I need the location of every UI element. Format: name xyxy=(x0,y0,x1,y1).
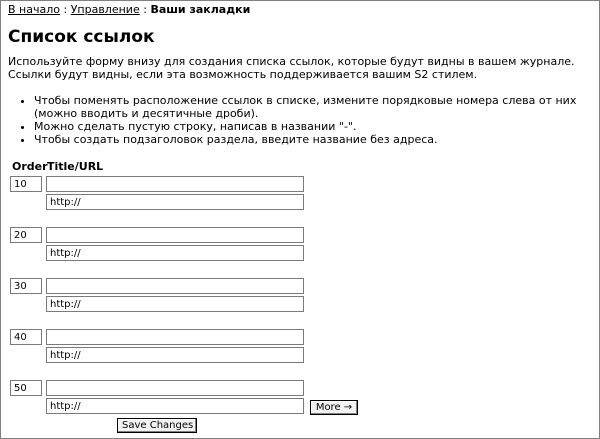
title-input[interactable] xyxy=(46,176,304,192)
title-input[interactable] xyxy=(46,227,304,243)
breadcrumb-current: Ваши закладки xyxy=(150,3,251,16)
tips-list xyxy=(20,94,600,146)
breadcrumb-home-link[interactable]: В начало xyxy=(8,3,60,16)
breadcrumb-manage-link[interactable]: Управление xyxy=(70,3,140,16)
breadcrumb-separator: : xyxy=(143,3,147,16)
title-input[interactable] xyxy=(46,380,304,396)
order-input[interactable] xyxy=(10,176,42,192)
breadcrumb-separator: : xyxy=(63,3,68,16)
url-input[interactable] xyxy=(46,347,304,363)
url-input[interactable] xyxy=(46,194,304,210)
tip-item: • Можно сделать пустую строку, написав в названии "-". xyxy=(34,120,600,133)
order-input[interactable] xyxy=(10,278,42,294)
tip-item: • Чтобы создать подзаголовок раздела, введите название без адреса. xyxy=(34,133,600,146)
tip-item: • Чтобы поменять расположение ссылок в списке, измените порядковые номера слева от них (можно вводить и десятичные дроби). xyxy=(34,94,600,120)
url-input[interactable] xyxy=(46,296,304,312)
page-title: Список ссылок xyxy=(8,27,155,47)
order-column-header: Order xyxy=(12,160,48,173)
order-input[interactable] xyxy=(10,380,42,396)
order-input[interactable] xyxy=(10,329,42,345)
title-url-column-header: Title/URL xyxy=(47,160,104,173)
intro-text: Используйте форму внизу для создания списка ссылок, которые будут видны в вашем журнале. Ссылки будут видны, если эта возможность поддерживается вашим S2 стилем. xyxy=(8,55,575,81)
more-button[interactable]: More → xyxy=(310,400,358,415)
url-input[interactable] xyxy=(46,245,304,261)
breadcrumb xyxy=(8,3,250,17)
title-input[interactable] xyxy=(46,329,304,345)
title-input[interactable] xyxy=(46,278,304,294)
order-input[interactable] xyxy=(10,227,42,243)
save-changes-button[interactable]: Save Changes xyxy=(117,418,197,433)
url-input[interactable] xyxy=(46,398,304,414)
